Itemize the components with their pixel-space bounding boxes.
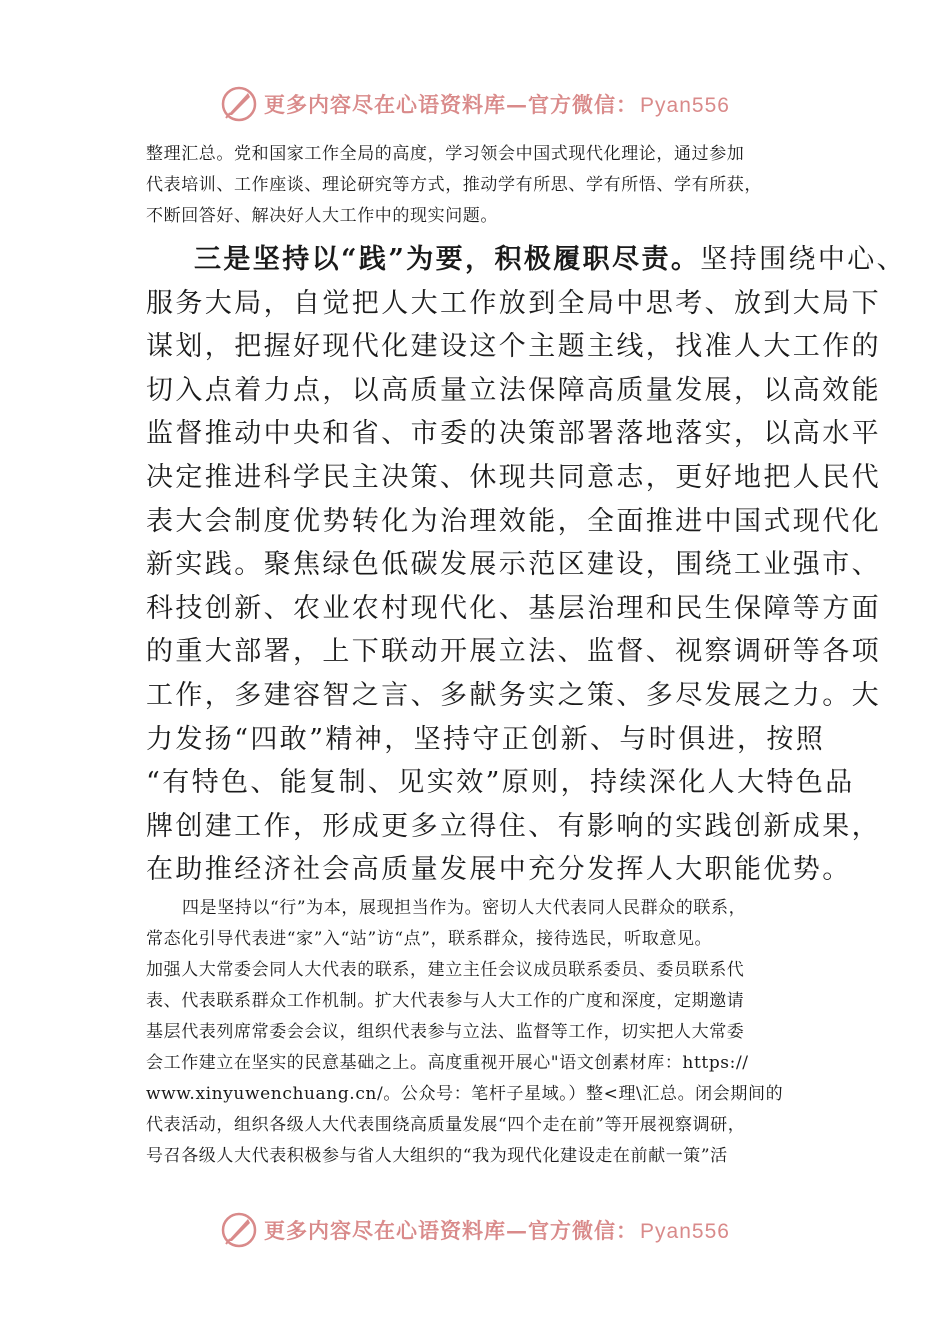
text-line-rest: 坚持围绕中心、 [700, 244, 907, 275]
text-line: 谋划，把握好现代化建设这个主题主线，找准人大工作的 [146, 331, 881, 363]
text-line: 新实践。聚焦绿色低碳发展示范区建设，围绕工业强市、 [146, 549, 881, 581]
text-line: 表大会制度优势转化为治理效能，全面推进中国式现代化 [146, 505, 881, 537]
quill-logo-icon [220, 1211, 258, 1249]
text-line: “有特色、能复制、见实效”原则，持续深化人大特色品 [146, 767, 855, 799]
text-line: 在助推经济社会高质量发展中充分发挥人大职能优势。 [146, 854, 852, 886]
text-line: 决定推进科学民主决策、休现共同意志，更好地把人民代 [146, 461, 881, 493]
banner-wechat-handle: Pyan556 [640, 94, 730, 117]
text-line: 整理汇总。党和国家工作全局的高度，学习领会中国式现代化理论，通过参加 [146, 144, 745, 164]
text-line: 会工作建立在坚实的民意基础之上。高度重视开展心"语文创素材库：https:// [146, 1053, 749, 1073]
text-line: 表、代表联系群众工作机制。扩大代表参与人大工作的广度和深度，定期邀请 [146, 991, 745, 1011]
text-line: 代表培训、工作座谈、理论研究等方式，推动学有所思、学有所悟、学有所获， [146, 175, 762, 195]
paragraph-1 [146, 139, 826, 232]
text-line: 监督推动中央和省、市委的决策部署落地落实，以高水平 [146, 418, 881, 450]
banner-label: 更多内容尽在心语资料库—官方微信： [264, 92, 639, 117]
paragraph-3 [146, 893, 826, 1172]
text-line: www.xinyuwenchuang.cn/。公众号：笔杆子星域。）整<理\汇总。闭会期间的 [146, 1084, 784, 1104]
text-line: 工作，多建容智之言、多献务实之策、多尽发展之力。大 [146, 679, 881, 711]
text-line-first [146, 238, 907, 282]
text-line: 力发扬“四敢”精神，坚持守正创新、与时俱进，按照 [146, 723, 826, 755]
text-line: 不断回答好、解决好人大工作中的现实问题。 [146, 206, 498, 226]
text-line: 切入点着力点，以高质量立法保障高质量发展，以高效能 [146, 374, 881, 406]
banner-wechat-handle: Pyan556 [640, 1220, 730, 1243]
text-line: 牌创建工作，形成更多立得住、有影响的实践创新成果， [146, 810, 881, 842]
quill-logo-icon [220, 85, 258, 123]
text-line: 号召各级人大代表积极参与省人大组织的“我为现代化建设走在前献一策”活 [146, 1146, 728, 1166]
banner-text [264, 89, 730, 119]
text-line: 服务大局，自觉把人大工作放到全局中思考、放到大局下 [146, 287, 881, 319]
text-line: 基层代表列席常委会会议，组织代表参与立法、监督等工作，切实把人大常委 [146, 1022, 745, 1042]
text-line: 四是坚持以“行”为本，展现担当作为。密切人大代表同人民群众的联系， [182, 898, 747, 918]
banner-label: 更多内容尽在心语资料库—官方微信： [264, 1218, 639, 1243]
banner-text [264, 1215, 730, 1245]
header-banner [0, 82, 950, 126]
paragraph-2 [146, 238, 907, 892]
text-line: 的重大部署，上下联动开展立法、监督、视察调研等各项 [146, 636, 881, 668]
text-line: 常态化引导代表进“家”入“站”访“点”，联系群众，接待选民，听取意见。 [146, 929, 713, 949]
text-line: 代表活动，组织各级人大代表围绕高质量发展“四个走在前”等开展视察调研， [146, 1115, 746, 1135]
footer-banner [0, 1208, 950, 1252]
text-line: 科技创新、农业农村现代化、基层治理和民生保障等方面 [146, 592, 881, 624]
text-line: 加强人大常委会同人大代表的联系，建立主任会议成员联系委员、委员联系代 [146, 960, 745, 980]
paragraph-heading: 三是坚持以“践”为要，积极履职尽责。 [194, 244, 701, 275]
